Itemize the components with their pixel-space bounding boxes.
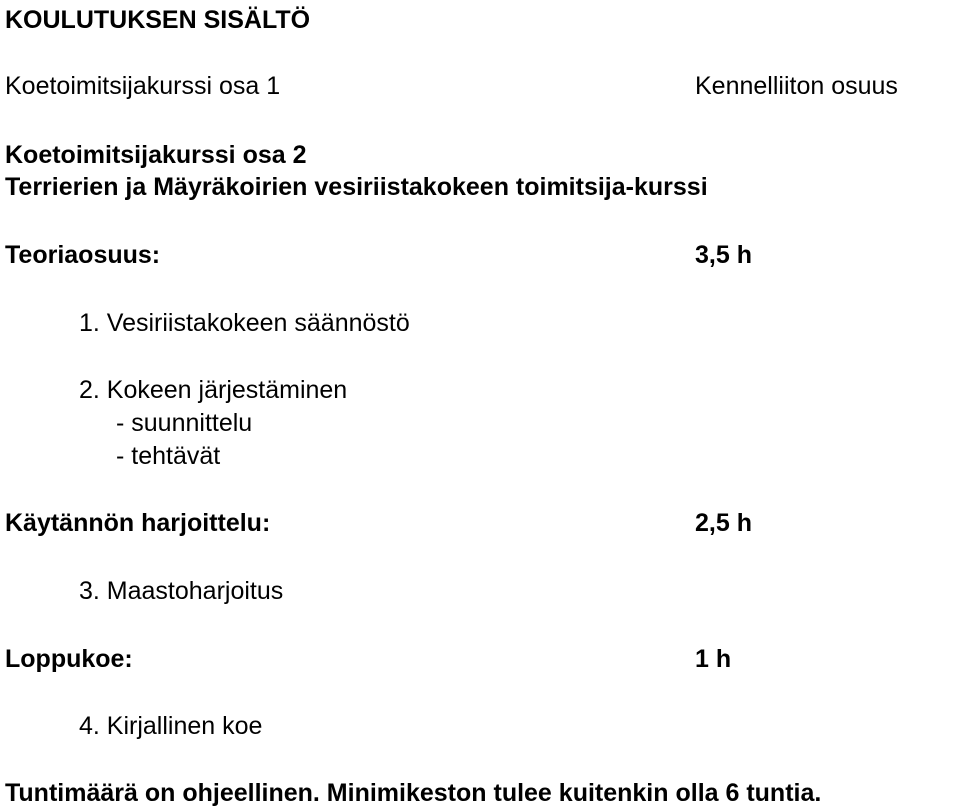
final-exam-section-hours: 1 h (695, 645, 732, 673)
practice-section-label: Käytännön harjoittelu: (5, 509, 271, 537)
theory-section-hours: 3,5 h (695, 241, 752, 269)
theory-subitem-tasks: - tehtävät (116, 442, 221, 470)
course-part-1-provider: Kennelliiton osuus (695, 72, 898, 100)
final-exam-item-4: 4. Kirjallinen koe (79, 712, 263, 740)
page-title: KOULUTUKSEN SISÄLTÖ (5, 6, 311, 34)
theory-section-label: Teoriaosuus: (5, 241, 161, 269)
theory-item-2: 2. Kokeen järjestäminen (79, 376, 348, 404)
footer-note: Tuntimäärä on ohjeellinen. Minimikeston tulee kuitenkin olla 6 tuntia. (5, 779, 822, 807)
practice-section-hours: 2,5 h (695, 509, 752, 537)
course-part-2-subtitle: Terrierien ja Mäyräkoirien vesiriistakokeen toimitsija-kurssi (5, 173, 708, 201)
theory-subitem-planning: - suunnittelu (116, 409, 253, 437)
final-exam-section-label: Loppukoe: (5, 645, 133, 673)
course-part-1-name: Koetoimitsijakurssi osa 1 (5, 72, 281, 100)
practice-item-3: 3. Maastoharjoitus (79, 577, 284, 605)
course-part-2-title: Koetoimitsijakurssi osa 2 (5, 141, 307, 169)
theory-item-1: 1. Vesiriistakokeen säännöstö (79, 309, 410, 337)
